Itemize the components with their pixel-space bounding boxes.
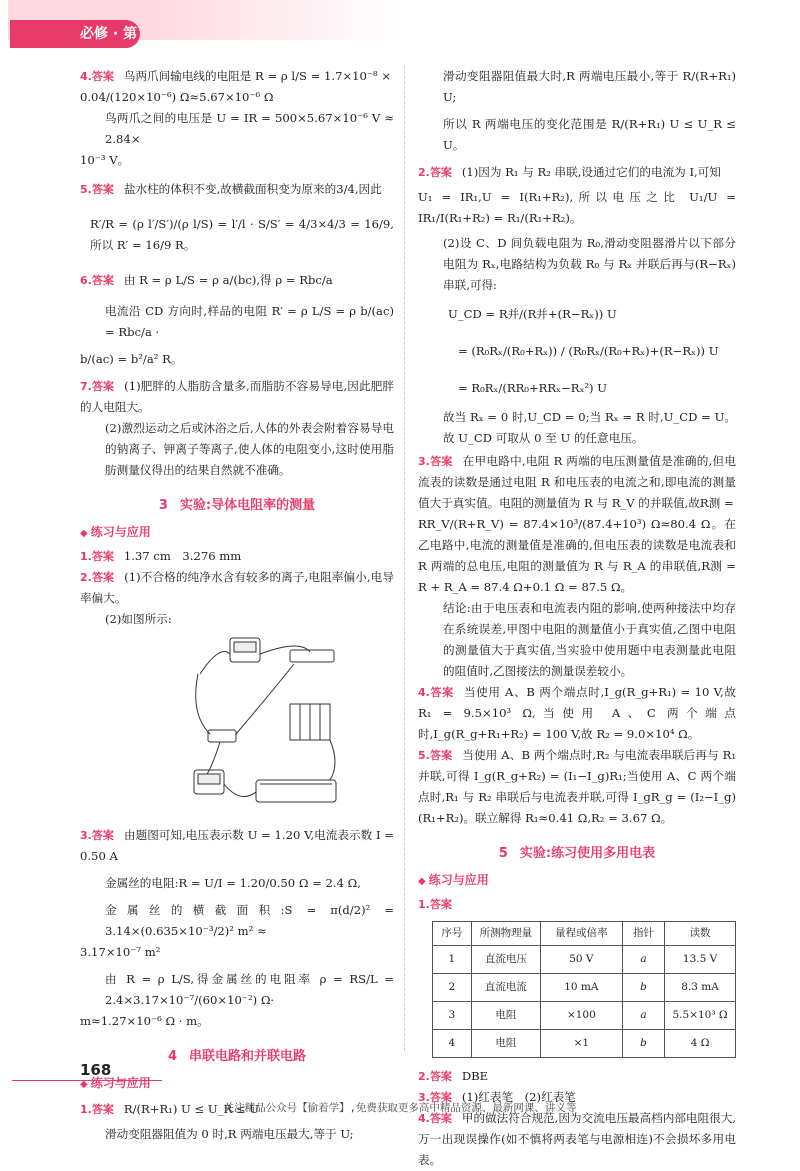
equation: = R₀Rₓ/(RR₀+RRₓ−Rₓ²) U — [458, 381, 608, 395]
answer-text: 鸟两爪间输电线的电阻是 R = ρ l/S = 1.7×10⁻⁸ × — [123, 69, 392, 83]
table-cell: b — [622, 1030, 664, 1058]
answer-text: 所以 R 两端电压的变化范围是 R/(R+R₁) U ≤ U_R ≤ U。 — [443, 117, 736, 152]
table-header: 所测物理量 — [471, 922, 540, 946]
answer-text: 当使用 A、B 两个端点时,I_g(R_g+R₁) = 10 V,故 R₁ = 9.5×10³ Ω,当使用 A、C 两个端点时,I_g(R_g+R₁+R₂) = 100 V,故 R₂ = 9.0×10⁴ Ω。 — [418, 685, 736, 741]
page-number-underline — [12, 1080, 162, 1081]
answer-6 — [80, 270, 394, 291]
table-cell: 4 Ω — [665, 1030, 736, 1058]
book-title-tab — [10, 20, 140, 70]
page-number: 168 — [80, 1061, 112, 1079]
answer-label: 1.答案 — [80, 1103, 114, 1116]
column-divider — [404, 66, 405, 1051]
table-cell: 4 — [433, 1030, 472, 1058]
table-header: 量程或倍率 — [540, 922, 622, 946]
table-cell: 3 — [433, 1002, 472, 1030]
answer-text: (1)不合格的纯净水含有较多的离子,电阻率偏小,电导率偏大。 — [80, 570, 394, 605]
table-row — [433, 1030, 736, 1058]
answer-text: 当使用 A、B 两个端点时,R₂ 与电流表串联后再与 R₁ 并联,可得 I_g(R_g+R₂) = (I₁−I_g)R₁;当使用 A、C 两个端点时,R₁ 与 R₂ 串联后与电流表并联,可得 I_gR_g = (I₂−I_g)(R₁+R₂)。联立解得 R₁≈0.41 Ω,R₂ = 3.67 Ω。 — [418, 748, 736, 825]
table-cell: 2 — [433, 974, 472, 1002]
table-cell: 直流电流 — [471, 974, 540, 1002]
answer-text: 10⁻³ V。 — [80, 153, 130, 167]
table-cell: 50 V — [540, 946, 622, 974]
answer-text: R′/R = (ρ l′/S′)/(ρ l/S) = l′/l · S/S′ = 4/3×4/3 = 16/9,所以 R′ = 16/9 R。 — [90, 217, 394, 252]
s3-answer-1 — [80, 546, 394, 567]
table-row — [433, 946, 736, 974]
diamond-icon: ◆ — [418, 876, 426, 887]
section-3-title — [80, 495, 394, 516]
answer-label: 3.答案 — [418, 1091, 452, 1104]
answer-text: 结论:由于电压表和电流表内阻的影响,使两种接法中均存在系统误差,甲图中电阻的测量值小于真实值,乙图中电阻的测量值大于真实值,当实验中使用题中电表测量此电阻的阻值时,乙图接法的测量误差较小。 — [443, 601, 736, 678]
table-cell: 10 mA — [540, 974, 622, 1002]
answer-text: 故当 Rₓ = 0 时,U_CD = 0;当 Rₓ = R 时,U_CD = U。故 U_CD 可取从 0 至 U 的任意电压。 — [443, 410, 736, 445]
answer-text: 电流沿 CD 方向时,样品的电阻 R′ = ρ L/S = ρ b/(ac) = Rbc/a · — [105, 304, 394, 339]
table-header-row — [433, 922, 736, 946]
multimeter-table — [432, 921, 736, 1058]
table-header: 序号 — [433, 922, 472, 946]
answer-text: 由题图可知,电压表示数 U = 1.20 V,电流表示数 I = 0.50 A — [80, 828, 394, 863]
answer-text: (2)如图所示: — [105, 612, 172, 626]
table-cell: 5.5×10³ Ω — [665, 1002, 736, 1030]
answer-text: 盐水柱的体积不变,故横截面积变为原来的3/4,因此 — [123, 182, 382, 196]
answer-text: 由 R = ρ L/S,得金属丝的电阻率 ρ = RS/L = 2.4×3.17×10⁻⁷/(60×10⁻²) Ω· — [105, 972, 394, 1007]
answer-text: 鸟两爪之间的电压是 U = IR = 500×5.67×10⁻⁶ V ≈ 2.84× — [105, 111, 394, 146]
practice-title-text: 练习与应用 — [90, 1076, 151, 1090]
answer-text: (1)红表笔 (2)红表笔 — [461, 1090, 576, 1104]
section-title-text: 实验:练习使用多用电表 — [519, 846, 656, 861]
answer-label: 1.答案 — [80, 550, 114, 563]
practice-title — [418, 870, 736, 892]
wire-sample-icon — [208, 730, 236, 742]
table-cell: b — [622, 974, 664, 1002]
section-4-title — [80, 1046, 394, 1067]
table-cell: 电阻 — [471, 1030, 540, 1058]
s3-answer-2 — [80, 567, 394, 609]
answer-label: 4.答案 — [80, 70, 114, 83]
table-cell: 13.5 V — [665, 946, 736, 974]
answer-text: 在甲电路中,电阻 R 两端的电压测量值是准确的,但电流表的读数是通过电阻 R 和电压表的电流之和,即电流的测量值大于真实值。电阻的测量值为 R 与 R_V 的并联值,故R测 = — [418, 454, 736, 510]
table-cell: 8.3 mA — [665, 974, 736, 1002]
answer-label: 2.答案 — [418, 166, 452, 179]
section-number: 3 — [158, 498, 168, 513]
answer-text: DBE — [461, 1069, 489, 1083]
answer-7 — [80, 376, 394, 418]
equation: U_CD = R并/(R并+(R−Rₓ)) U — [448, 307, 617, 321]
answer-label: 3.答案 — [418, 455, 453, 468]
answer-text: 甲的做法符合规范,因为交流电压最高档内部电阻很大,万一出现误操作(如不慎将两表笔与电源相连)不会损坏多用电表。 — [418, 1111, 736, 1167]
section-number: 5 — [498, 846, 508, 861]
answer-4 — [80, 66, 394, 87]
answer-text: m≈1.27×10⁻⁶ Ω · m。 — [80, 1014, 209, 1028]
table-cell: 电阻 — [471, 1002, 540, 1030]
s4-answer-3 — [418, 451, 736, 514]
answer-label: 5.答案 — [80, 183, 114, 196]
table-header: 指针 — [622, 922, 664, 946]
section-title-text: 串联电路和并联电路 — [189, 1049, 307, 1064]
answer-text: 1.37 cm 3.276 mm — [123, 549, 242, 563]
book-title: 必修 · 第三册 — [80, 26, 138, 70]
practice-title-text: 练习与应用 — [428, 873, 489, 887]
answer-label: 7.答案 — [80, 380, 115, 393]
answer-text: 滑动变阻器阻值为 0 时,R 两端电压最大,等于 U; — [105, 1127, 354, 1141]
table-cell: 1 — [433, 946, 472, 974]
table-cell: a — [622, 946, 664, 974]
answer-label: 5.答案 — [418, 749, 453, 762]
answer-text: 滑动变阻器阻值最大时,R 两端电压最小,等于 R/(R+R₁) U; — [443, 69, 736, 104]
answer-text: (2)设 C、D 间负载电阻为 R₀,滑动变阻器滑片以下部分电阻为 Rₓ,电路结构为负载 R₀ 与 Rₓ 并联后再与(R−Rₓ)串联,可得: — [443, 236, 736, 292]
practice-title-text: 练习与应用 — [90, 525, 151, 539]
footer-note: 关注精品公众号【偷着学】,免费获取更多高中精品资源、最新网课、讲义等 — [223, 1102, 577, 1114]
answer-label: 6.答案 — [80, 274, 114, 287]
answer-label: 2.答案 — [80, 571, 115, 584]
table-cell: 直流电压 — [471, 946, 540, 974]
diamond-icon: ◆ — [80, 528, 88, 539]
section-5-title — [418, 843, 736, 864]
table-header: 读数 — [665, 922, 736, 946]
answer-label: 1.答案 — [418, 898, 452, 911]
s5-answer-2 — [418, 1066, 736, 1087]
table-cell: a — [622, 1002, 664, 1030]
practice-title — [80, 522, 394, 544]
table-cell: ×1 — [540, 1030, 622, 1058]
rheostat-icon — [256, 780, 336, 802]
answer-text: (1)因为 R₁ 与 R₂ 串联,设通过它们的电流为 I,可知 — [461, 165, 721, 179]
answer-label: 4.答案 — [418, 686, 454, 699]
answer-text: R/(R+R₁) U ≤ U_R ≤ U — [123, 1102, 260, 1116]
practice-title — [80, 1073, 394, 1095]
table-row — [433, 974, 736, 1002]
s4-answer-2 — [418, 162, 736, 183]
table-cell: ×100 — [540, 1002, 622, 1030]
answer-text: 0.04/(120×10⁻⁶) Ω≈5.67×10⁻⁶ Ω — [80, 90, 274, 104]
answer-text: 由 R = ρ L/S = ρ a/(bc),得 ρ = Rbc/a — [123, 273, 333, 287]
answer-label: 3.答案 — [80, 829, 114, 842]
right-column — [418, 66, 736, 1171]
diamond-icon: ◆ — [80, 1079, 88, 1090]
s4-answer-5 — [418, 745, 736, 829]
answer-text: 3.17×10⁻⁷ m² — [80, 945, 161, 959]
table-row — [433, 1002, 736, 1030]
circuit-diagram — [190, 634, 340, 814]
answer-label: 2.答案 — [418, 1070, 452, 1083]
section-number: 4 — [167, 1049, 178, 1064]
s5-answer-1 — [418, 894, 736, 915]
answer-text: (1)肥胖的人脂肪含量多,而脂肪不容易导电,因此肥胖的人电阻大。 — [80, 379, 394, 414]
answer-label: 4.答案 — [418, 1112, 452, 1125]
section-title-text: 实验:导体电阻率的测量 — [179, 498, 316, 513]
answer-5 — [80, 179, 394, 200]
answer-text: b/(ac) = b²/a² R。 — [80, 352, 183, 366]
left-column — [80, 66, 394, 1145]
s4-answer-4 — [418, 682, 736, 745]
switch-icon — [290, 650, 334, 662]
answer-text: 金属丝的横截面积:S = π(d/2)² = 3.14×(0.635×10⁻³/2)² m² ≈ — [105, 903, 394, 938]
answer-text: RR_V/(R+R_V) = 87.4×10³/(87.4+10³) Ω≈80.4 Ω。在乙电路中,电流的测量值是准确的,但电压表的读数是电流表和 R 两端的总电压,电阻的测量值为 R 与 R_A 的串联值,R测 = R + R_A = 87.4 Ω+0.1 Ω = 87.5 Ω。 — [418, 517, 736, 594]
answer-text: 金属丝的电阻:R = U/I = 1.20/0.50 Ω = 2.4 Ω, — [105, 876, 361, 890]
equation: = (R₀Rₓ/(R₀+Rₓ)) / (R₀Rₓ/(R₀+Rₓ)+(R−Rₓ)) U — [458, 344, 719, 358]
answer-text: U₁ = IR₁,U = I(R₁+R₂),所以电压之比 U₁/U = IR₁/I(R₁+R₂) = R₁/(R₁+R₂)。 — [418, 190, 736, 225]
answer-text: (2)激烈运动之后或沐浴之后,人体的外表会附着容易导电的钠离子、钾离子等离子,使人体的电阻变小,这时使用脂肪测量仪得出的结果自然就不准确。 — [105, 421, 394, 477]
s3-answer-3 — [80, 825, 394, 867]
